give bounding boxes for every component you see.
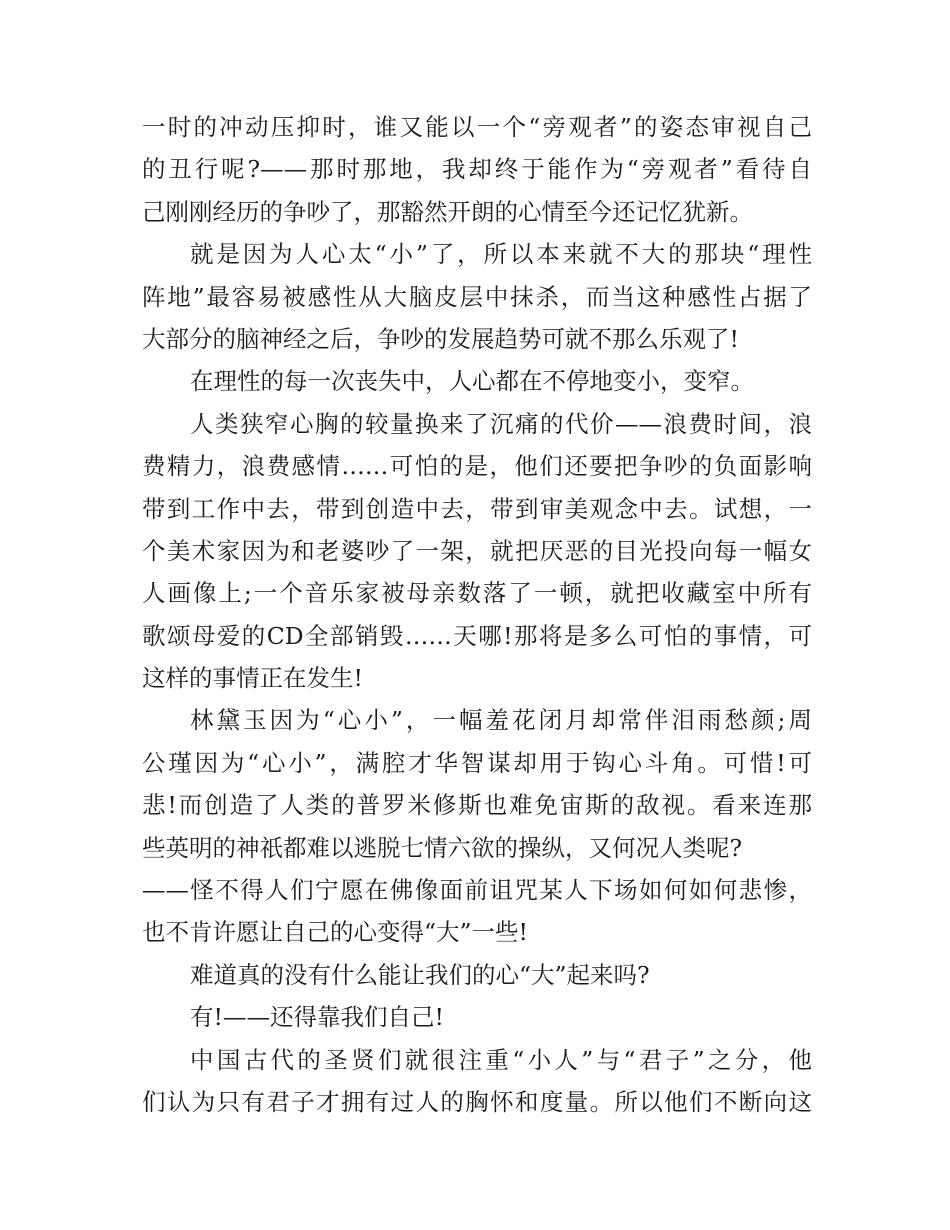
paragraph-start-line: 林黛玉因为“心小”，一幅羞花闭月却常伴泪雨愁颜;周	[190, 706, 812, 735]
text-line: 些英明的神祇都难以逃脱七情六欲的操纵，又何况人类呢?	[142, 833, 743, 862]
paragraph-start-line: 人类狭窄心胸的较量换来了沉痛的代价——浪费时间，浪	[190, 409, 812, 438]
essay-body	[142, 106, 812, 1123]
text-line: 费精力，浪费感情……可怕的是，他们还要把争吵的负面影响	[142, 452, 812, 481]
text-line: 带到工作中去，带到创造中去，带到审美观念中去。试想，一	[142, 494, 812, 523]
text-line: 公瑾因为“心小”，满腔才华智谋却用于钩心斗角。可惜!可	[142, 748, 812, 777]
text-line: 歌颂母爱的CD全部销毁……天哪!那将是多么可怕的事情，可	[142, 621, 812, 650]
text-line: 大部分的脑神经之后，争吵的发展趋势可就不那么乐观了!	[142, 324, 739, 353]
text-line: 悲!而创造了人类的普罗米修斯也难免宙斯的敌视。看来连那	[142, 791, 812, 820]
text-line: 人画像上;一个音乐家被母亲数落了一顿，就把收藏室中所有	[142, 579, 812, 608]
text-line: 也不肯许愿让自己的心变得“大”一些!	[142, 918, 528, 947]
text-line: 己刚刚经历的争吵了，那豁然开朗的心情至今还记忆犹新。	[142, 197, 753, 226]
paragraph-start-line: 难道真的没有什么能让我们的心“大”起来吗?	[190, 960, 650, 989]
text-line: 这样的事情正在发生!	[142, 664, 363, 693]
paragraph-start-line: 中国古代的圣贤们就很注重“小人”与“君子”之分，他	[190, 1045, 812, 1074]
text-line: 的丑行呢?——那时那地，我却终于能作为“旁观者”看待自	[142, 155, 812, 184]
text-line: 一时的冲动压抑时，谁又能以一个“旁观者”的姿态审视自己	[142, 113, 812, 141]
text-line: 个美术家因为和老婆吵了一架，就把厌恶的目光投向每一幅女	[142, 536, 812, 565]
text-line: 们认为只有君子才拥有过人的胸怀和度量。所以他们不断向这	[142, 1087, 812, 1116]
text-line: ——怪不得人们宁愿在佛像面前诅咒某人下场如何如何悲惨，	[142, 876, 812, 905]
text-line: 阵地”最容易被感性从大脑皮层中抹杀，而当这种感性占据了	[142, 282, 812, 311]
paragraph-start-line: 在理性的每一次丧失中，人心都在不停地变小，变窄。	[190, 367, 754, 396]
paragraph-start-line: 就是因为人心太“小”了，所以本来就不大的那块“理性	[190, 240, 812, 269]
paragraph-start-line: 有!——还得靠我们自己!	[190, 1003, 444, 1032]
